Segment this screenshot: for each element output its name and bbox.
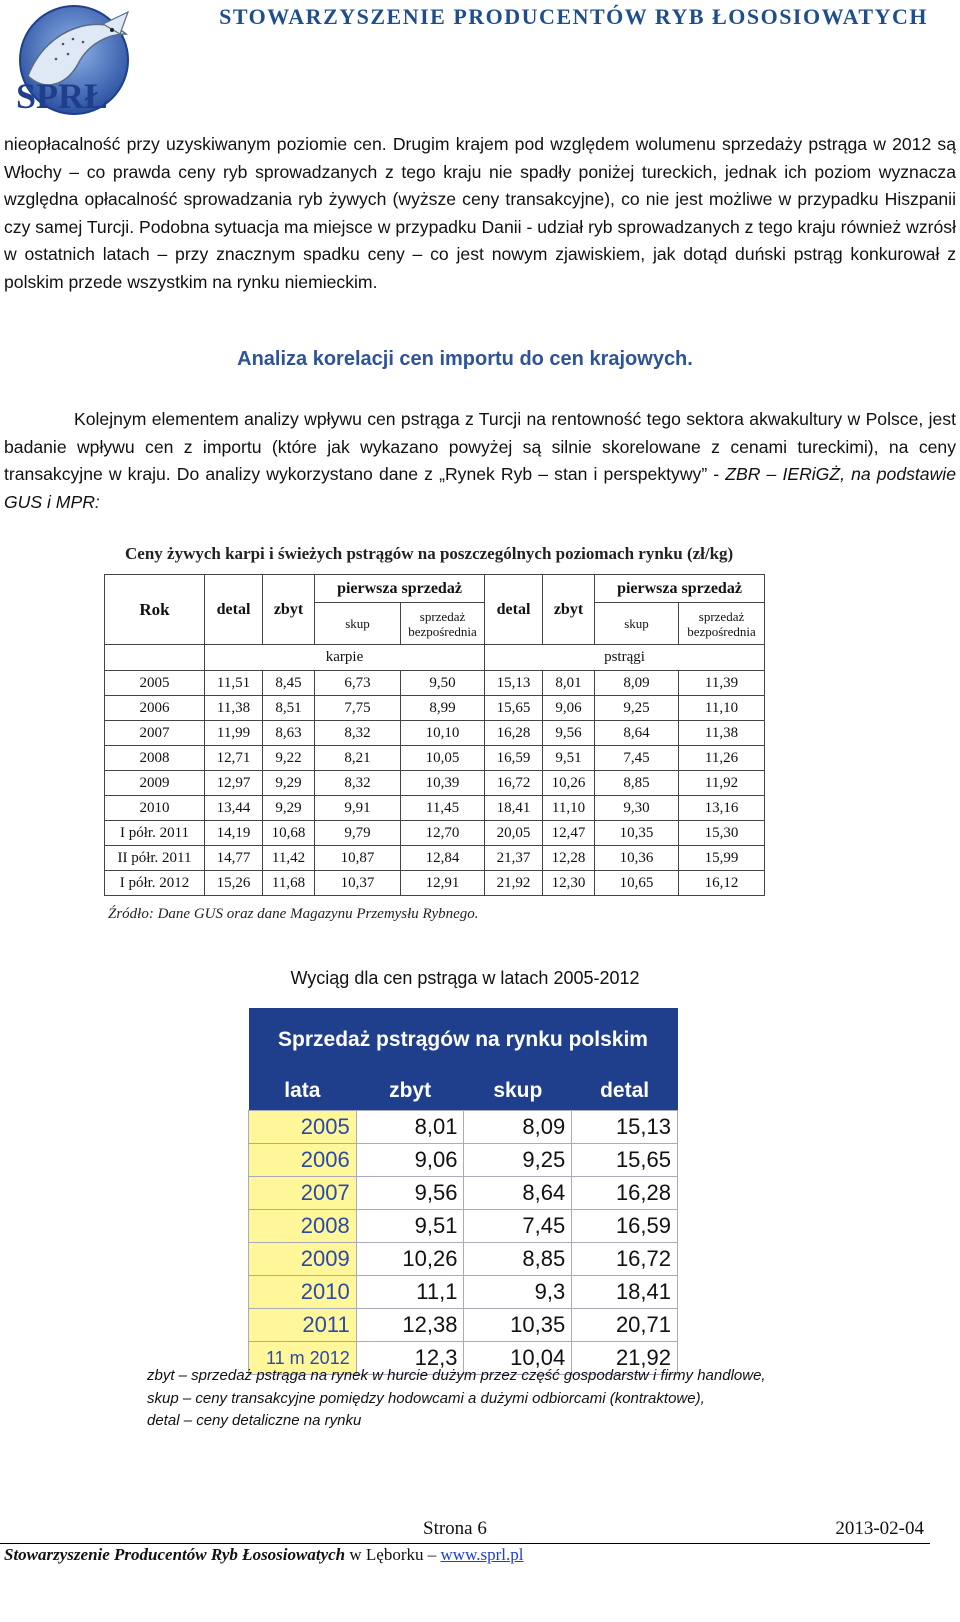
value-cell: 8,09 [464,1111,572,1144]
value-cell: 10,35 [595,821,679,846]
body-paragraph-1: nieopłacalność przy uzyskiwanym poziomie cen. Drugim krajem pod względem wolumenu sprzedaży pstrąga w 2012 są Włochy – co prawda ceny ryb sprowadzanych z tego kraju nie spadły poniżej tureckich, jednak ich poziom wyznacza względna opłacalność sprowadzania ryb żywych (wyższe ceny transakcyjne), co nie jest możliwe w przypadku Hiszpanii czy samej Turcji. Podobna sytuacja ma miejsce w przypadku Danii - udział ryb sprowadzanych z tego kraju również wzrósł w ostatnich latach – przy znacznym spadku ceny – co jest nowym zjawiskiem, jak dotąd duński pstrąg konkurował z polskim przede wszystkim na rynku niemieckim. [4,134,956,292]
paragraph-2-text: Kolejnym elementem analizy wpływu cen pstrąga z Turcji na rentowność tego sektora akwakultury w Polsce, jest badanie wpływu cen z importu (które jak wykazano powyżej są silnie skorelowane z cenami tureckimi), na ceny transakcyjne w kraju. Do analizy wykorzystano dane z „Rynek Ryb – stan i perspektywy” - [4,409,956,484]
row-year-cell: 2009 [249,1243,357,1276]
value-cell: 10,39 [401,771,485,796]
value-cell: 9,25 [464,1144,572,1177]
value-cell: 16,28 [485,721,543,746]
table-row [249,1144,678,1177]
header-rok: Rok [105,575,205,645]
row-year-cell: 2011 [249,1309,357,1342]
value-cell: 8,01 [356,1111,464,1144]
row-year-cell: I półr. 2011 [105,821,205,846]
value-cell: 9,30 [595,796,679,821]
value-cell: 12,84 [401,846,485,871]
value-cell: 18,41 [572,1276,678,1309]
header-pierwsza-pstragi: pierwsza sprzedaż [595,575,765,603]
value-cell: 15,30 [679,821,765,846]
row-year-cell: I półr. 2012 [105,871,205,896]
value-cell: 15,99 [679,846,765,871]
value-cell: 12,97 [205,771,263,796]
value-cell: 7,75 [315,696,401,721]
value-cell: 8,85 [464,1243,572,1276]
trout-sales-table [248,1008,678,1375]
header-skup-pstragi: skup [595,603,679,645]
value-cell: 9,91 [315,796,401,821]
value-cell: 11,42 [263,846,315,871]
value-cell: 8,21 [315,746,401,771]
value-cell: 12,47 [543,821,595,846]
table2-header-zbyt: zbyt [356,1072,464,1111]
row-year-cell: 2010 [105,796,205,821]
value-cell: 10,65 [595,871,679,896]
value-cell: 15,13 [485,671,543,696]
value-cell: 9,06 [356,1144,464,1177]
value-cell: 8,45 [263,671,315,696]
value-cell: 12,70 [401,821,485,846]
value-cell: 7,45 [464,1210,572,1243]
value-cell: 8,51 [263,696,315,721]
header-pstragi: pstrągi [485,645,765,671]
value-cell: 16,72 [572,1243,678,1276]
value-cell: 9,25 [595,696,679,721]
value-cell: 8,99 [401,696,485,721]
value-cell: 15,65 [572,1144,678,1177]
value-cell: 9,29 [263,771,315,796]
row-year-cell: 11 m 2012 [249,1342,357,1375]
value-cell: 14,19 [205,821,263,846]
value-cell: 9,79 [315,821,401,846]
value-cell: 10,10 [401,721,485,746]
price-table [104,574,765,896]
value-cell: 8,32 [315,721,401,746]
table-row [249,1243,678,1276]
table1-source: Źródło: Dane GUS oraz dane Magazynu Przemysłu Rybnego. [108,906,479,922]
value-cell: 9,51 [543,746,595,771]
header-skup-karpie: skup [315,603,401,645]
document-date: 2013-02-04 [835,1518,924,1539]
footer-org-place: w Lęborku – [345,1545,441,1564]
header-zbyt-karpie: zbyt [263,575,315,645]
table1-title: Ceny żywych karpi i świeżych pstrągów na poszczególnych poziomach rynku (zł/kg) [125,544,734,563]
value-cell: 15,26 [205,871,263,896]
table2-header-detal: detal [572,1072,678,1111]
value-cell: 10,26 [543,771,595,796]
table-row [105,846,765,871]
note-skup: skup – ceny transakcyjne pomiędzy hodowcami a dużymi odbiorcami (kontraktowe), [147,1389,705,1407]
footer-divider [0,1543,930,1544]
value-cell: 9,51 [356,1210,464,1243]
value-cell: 10,05 [401,746,485,771]
paragraph-2-source: ZBR – IERiGŻ, na podstawie GUS i MPR: [4,464,956,512]
value-cell: 16,59 [572,1210,678,1243]
value-cell: 11,45 [401,796,485,821]
value-cell: 11,92 [679,771,765,796]
value-cell: 11,26 [679,746,765,771]
note-zbyt: zbyt – sprzedaż pstrąga na rynek w hurcie dużym przez część gospodarstw i firmy handlowe, [147,1367,766,1384]
value-cell: 9,56 [356,1177,464,1210]
value-cell: 11,39 [679,671,765,696]
value-cell: 20,05 [485,821,543,846]
header-zbyt-pstragi: zbyt [543,575,595,645]
value-cell: 12,71 [205,746,263,771]
value-cell: 8,09 [595,671,679,696]
table2-header-lata: lata [249,1072,357,1111]
value-cell: 14,77 [205,846,263,871]
table-row [249,1210,678,1243]
value-cell: 11,10 [679,696,765,721]
footer-org-name: Stowarzyszenie Producentów Ryb Łososiowatych [4,1545,346,1564]
table-row [105,796,765,821]
value-cell: 8,64 [595,721,679,746]
value-cell: 8,85 [595,771,679,796]
header-pierwsza-karpie: pierwsza sprzedaż [315,575,485,603]
row-year-cell: 2007 [249,1177,357,1210]
page-header [0,0,960,128]
value-cell: 7,45 [595,746,679,771]
value-cell: 16,72 [485,771,543,796]
header-detal-pstragi: detal [485,575,543,645]
table-row [105,671,765,696]
table-row [249,1177,678,1210]
header-empty [105,645,205,671]
row-year-cell: 2008 [105,746,205,771]
value-cell: 8,64 [464,1177,572,1210]
footer-organization [4,1545,523,1565]
value-cell: 16,59 [485,746,543,771]
value-cell: 21,37 [485,846,543,871]
header-detal-karpie: detal [205,575,263,645]
value-cell: 11,68 [263,871,315,896]
value-cell: 12,30 [543,871,595,896]
value-cell: 20,71 [572,1309,678,1342]
value-cell: 15,13 [572,1111,678,1144]
sprl-logo-icon [8,4,140,122]
row-year-cell: 2006 [249,1144,357,1177]
row-year-cell: 2005 [105,671,205,696]
value-cell: 11,38 [205,696,263,721]
table-row [105,696,765,721]
table-row [249,1309,678,1342]
table2-title: Sprzedaż pstrągów na rynku polskim [249,1008,678,1072]
row-year-cell: 2009 [105,771,205,796]
value-cell: 16,12 [679,871,765,896]
value-cell: 11,51 [205,671,263,696]
value-cell: 12,3 [356,1342,464,1375]
table-row [105,771,765,796]
value-cell: 10,87 [315,846,401,871]
page-number: Strona 6 [423,1518,487,1539]
value-cell: 9,3 [464,1276,572,1309]
svg-text:SPRŁ: SPRŁ [16,76,109,116]
value-cell: 12,91 [401,871,485,896]
value-cell: 10,36 [595,846,679,871]
table-row [249,1276,678,1309]
note-detal: detal – ceny detaliczne na rynku [147,1412,362,1429]
row-year-cell: II półr. 2011 [105,846,205,871]
value-cell: 12,28 [543,846,595,871]
row-year-cell: 2005 [249,1111,357,1144]
value-cell: 12,38 [356,1309,464,1342]
value-cell: 13,16 [679,796,765,821]
row-year-cell: 2007 [105,721,205,746]
value-cell: 21,92 [572,1342,678,1375]
row-year-cell: 2010 [249,1276,357,1309]
value-cell: 10,35 [464,1309,572,1342]
table-row [105,746,765,771]
value-cell: 21,92 [485,871,543,896]
value-cell: 9,56 [543,721,595,746]
value-cell: 11,38 [679,721,765,746]
table-row [249,1111,678,1144]
table2-notes [147,1365,766,1433]
header-bezposrednia-pstragi: sprzedaż bezpośrednia [679,603,765,645]
org-title: STOWARZYSZENIE PRODUCENTÓW RYB ŁOSOSIOWATYCH [219,4,928,29]
section-heading: Analiza korelacji cen importu do cen krajowych. [237,348,693,370]
value-cell: 10,68 [263,821,315,846]
value-cell: 9,22 [263,746,315,771]
table2-header-skup: skup [464,1072,572,1111]
value-cell: 16,28 [572,1177,678,1210]
table2-caption: Wyciąg dla cen pstrąga w latach 2005-2012 [290,968,640,988]
value-cell: 15,65 [485,696,543,721]
value-cell: 9,50 [401,671,485,696]
body-paragraph-2 [4,406,956,516]
value-cell: 11,99 [205,721,263,746]
value-cell: 11,10 [543,796,595,821]
table-row [105,821,765,846]
table-row [105,721,765,746]
row-year-cell: 2006 [105,696,205,721]
value-cell: 13,44 [205,796,263,821]
row-year-cell: 2008 [249,1210,357,1243]
table-row [105,871,765,896]
value-cell: 11,1 [356,1276,464,1309]
header-bezposrednia-karpie: sprzedaż bezpośrednia [401,603,485,645]
value-cell: 8,63 [263,721,315,746]
value-cell: 6,73 [315,671,401,696]
value-cell: 9,06 [543,696,595,721]
value-cell: 10,26 [356,1243,464,1276]
value-cell: 8,32 [315,771,401,796]
website-link[interactable]: www.sprl.pl [440,1545,524,1564]
value-cell: 9,29 [263,796,315,821]
value-cell: 8,01 [543,671,595,696]
value-cell: 18,41 [485,796,543,821]
value-cell: 10,04 [464,1342,572,1375]
value-cell: 10,37 [315,871,401,896]
header-karpie: karpie [205,645,485,671]
